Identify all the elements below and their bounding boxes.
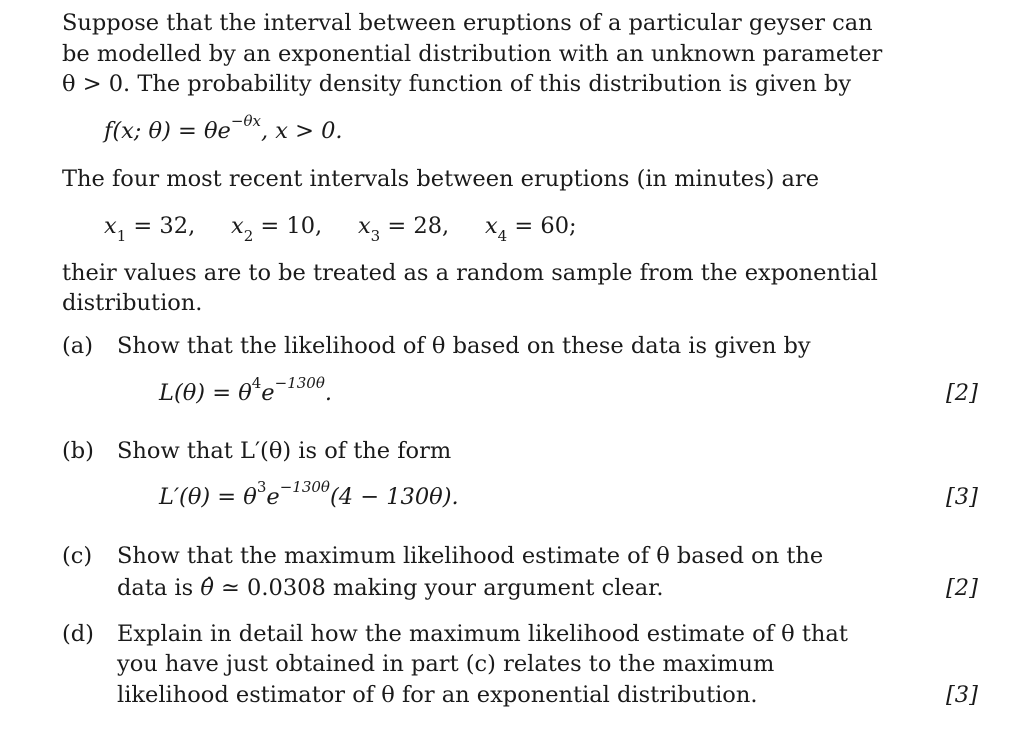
x3-value: 28 — [413, 213, 443, 239]
part-d-line-2: you have just obtained in part (c) relates to the maximum — [117, 651, 775, 677]
part-a-label: (a) — [62, 333, 93, 359]
pdf-rest: , x > 0. — [260, 118, 343, 144]
part-d-line-3: likelihood estimator of θ for an exponential distribution. — [117, 682, 758, 708]
part-c-line-2 — [117, 573, 664, 603]
part-a-equation — [159, 373, 333, 408]
intervals-intro: The four most recent intervals between eruptions (in minutes) are — [62, 166, 820, 192]
part-b-eq-end: (4 − 130θ). — [329, 484, 459, 510]
part-a-marks: [2] — [946, 380, 978, 406]
x4-value: 60 — [540, 213, 570, 239]
intervals-equation: $x_1 = 32$, $x_2 = 10$, $x_3 = 28$, $x_4 = 60$; — [104, 213, 577, 245]
sample-line-1: their values are to be treated as a random sample from the exponential — [62, 260, 878, 286]
intro-line-3: θ > 0. The probability density function of this distribution is given by — [62, 71, 852, 97]
part-c-label: (c) — [62, 543, 93, 569]
intro-line-1: Suppose that the interval between eruptions of a particular geyser can — [62, 10, 873, 36]
part-b-marks: [3] — [946, 484, 978, 510]
part-d-line-1: Explain in detail how the maximum likelihood estimate of θ that — [117, 621, 848, 647]
part-b-eq-e: e — [266, 484, 280, 510]
part-b-text: Show that L′(θ) is of the form — [117, 438, 452, 464]
part-a-text: Show that the likelihood of θ based on these data is given by — [117, 333, 811, 359]
part-d-marks: [3] — [946, 682, 978, 708]
part-a-eq-e: e — [261, 380, 275, 406]
part-b-equation — [159, 477, 459, 512]
part-b-eq-exponent: −130θ — [279, 477, 330, 496]
pdf-equation — [104, 111, 343, 146]
part-c-line-2-post: ≃ 0.0308 making your argument clear. — [213, 575, 664, 601]
part-c-marks: [2] — [946, 575, 978, 601]
part-a-eq-exponent: −130θ — [274, 373, 325, 392]
part-b-eq-power: 3 — [256, 477, 267, 496]
intro-line-2: be modelled by an exponential distribution with an unknown parameter — [62, 41, 883, 67]
pdf-exponent: −θx — [230, 111, 261, 130]
part-c-theta-hat: θ̂ — [200, 575, 214, 601]
part-c-line-1: Show that the maximum likelihood estimate of θ based on the — [117, 543, 824, 569]
sample-line-2: distribution. — [62, 290, 203, 316]
part-c-line-2-pre: data is — [117, 575, 201, 601]
x1-value: 32 — [159, 213, 189, 239]
part-a-eq-end: . — [324, 380, 333, 406]
pdf-lhs: f(x; θ) = θe — [104, 118, 231, 144]
part-b-eq-lhs: L′(θ) = θ — [159, 484, 257, 510]
part-a-eq-lhs: L(θ) = θ — [159, 380, 252, 406]
part-a-eq-power: 4 — [251, 373, 262, 392]
x2-value: 10 — [286, 213, 316, 239]
part-d-label: (d) — [62, 621, 94, 647]
part-b-label: (b) — [62, 438, 94, 464]
